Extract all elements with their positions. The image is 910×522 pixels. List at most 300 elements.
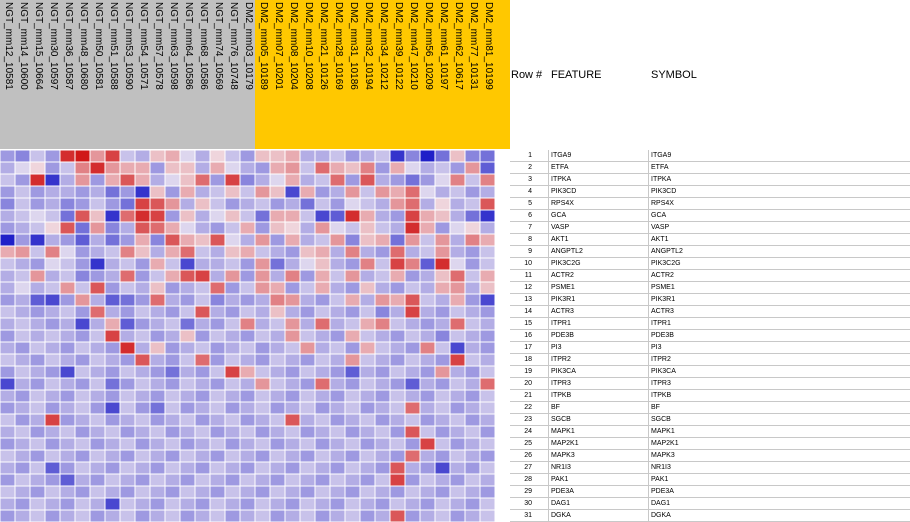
heatmap-cell — [451, 331, 465, 342]
heatmap-cell — [436, 427, 450, 438]
column-label — [226, 2, 241, 147]
heatmap-cell — [481, 487, 495, 498]
heatmap-cell — [121, 283, 135, 294]
heatmap-cell — [286, 427, 300, 438]
heatmap-cell — [481, 295, 495, 306]
feature-cell: PIK3R1 — [551, 296, 576, 303]
row-separator — [510, 185, 910, 186]
heatmap-cell — [436, 283, 450, 294]
heatmap-cell — [376, 295, 390, 306]
heatmap-cell — [301, 211, 315, 222]
heatmap-cell — [391, 427, 405, 438]
heatmap-cell — [121, 187, 135, 198]
heatmap-cell — [226, 367, 240, 378]
heatmap-cell — [151, 259, 165, 270]
heatmap-cell — [106, 271, 120, 282]
heatmap-cell — [256, 235, 270, 246]
heatmap-cell — [121, 151, 135, 162]
heatmap-cell — [46, 391, 60, 402]
column-label-text: NGT_mm76_10748 — [228, 2, 239, 90]
heatmap-cell — [436, 439, 450, 450]
heatmap-cell — [331, 499, 345, 510]
heatmap-cell — [151, 487, 165, 498]
heatmap-cell — [271, 151, 285, 162]
heatmap-cell — [46, 295, 60, 306]
heatmap-cell — [226, 475, 240, 486]
heatmap-cell — [181, 487, 195, 498]
heatmap-cell — [481, 367, 495, 378]
heatmap-cell — [1, 187, 15, 198]
heatmap-cell — [406, 331, 420, 342]
heatmap-cell — [211, 487, 225, 498]
heatmap-cell — [16, 367, 30, 378]
heatmap-cell — [421, 463, 435, 474]
column-label-text: DM2_mm39_10122 — [393, 2, 404, 90]
row-separator — [510, 269, 910, 270]
heatmap-cell — [436, 379, 450, 390]
heatmap-cell — [76, 271, 90, 282]
heatmap-cell — [436, 271, 450, 282]
heatmap-cell — [226, 283, 240, 294]
heatmap-cell — [166, 235, 180, 246]
heatmap-cell — [31, 223, 45, 234]
heatmap-cell — [406, 295, 420, 306]
heatmap-cell — [436, 259, 450, 270]
heatmap-cell — [271, 403, 285, 414]
heatmap-cell — [301, 175, 315, 186]
column-label-text: DM2_mm34_10212 — [378, 2, 389, 90]
heatmap-cell — [241, 211, 255, 222]
column-label — [466, 2, 481, 147]
heatmap-cell — [151, 319, 165, 330]
heatmap-cell — [1, 223, 15, 234]
heatmap-cell — [16, 211, 30, 222]
heatmap-cell — [196, 259, 210, 270]
heatmap-cell — [226, 199, 240, 210]
heatmap-cell — [16, 355, 30, 366]
heatmap-cell — [136, 199, 150, 210]
column-label-text: NGT_mm30_10597 — [48, 2, 59, 90]
heatmap-cell — [286, 175, 300, 186]
heatmap-cell — [16, 439, 30, 450]
heatmap-cell — [346, 391, 360, 402]
heatmap-cell — [436, 415, 450, 426]
heatmap-cell — [346, 235, 360, 246]
heatmap-cell — [31, 199, 45, 210]
row-separator — [510, 305, 910, 306]
heatmap-cell — [166, 355, 180, 366]
heatmap-cell — [346, 511, 360, 522]
feature-cell: GCA — [551, 212, 567, 219]
heatmap-cell — [466, 439, 480, 450]
row-separator — [510, 365, 910, 366]
heatmap-cell — [136, 223, 150, 234]
heatmap-cell — [241, 247, 255, 258]
row-separator — [510, 329, 910, 330]
heatmap-cell — [46, 379, 60, 390]
heatmap-cell — [121, 403, 135, 414]
heatmap-cell — [346, 415, 360, 426]
heatmap-cell — [316, 415, 330, 426]
heatmap-cell — [196, 403, 210, 414]
heatmap-cell — [31, 415, 45, 426]
heatmap-cell — [256, 175, 270, 186]
heatmap-cell — [466, 175, 480, 186]
heatmap-cell — [286, 163, 300, 174]
heatmap-cell — [376, 367, 390, 378]
heatmap-cell — [16, 283, 30, 294]
symbol-cell: ACTR2 — [651, 272, 674, 279]
heatmap-cell — [31, 499, 45, 510]
heatmap-cell — [256, 271, 270, 282]
heatmap-cell — [286, 295, 300, 306]
heatmap-cell — [451, 163, 465, 174]
heatmap-cell — [241, 391, 255, 402]
heatmap-cell — [451, 487, 465, 498]
heatmap-cell — [271, 439, 285, 450]
heatmap-cell — [1, 295, 15, 306]
heatmap-cell — [106, 163, 120, 174]
heatmap-cell — [16, 151, 30, 162]
heatmap-cell — [406, 355, 420, 366]
heatmap-cell — [166, 163, 180, 174]
heatmap-cell — [226, 427, 240, 438]
symbol-cell: PIK3CA — [651, 368, 676, 375]
heatmap-cell — [361, 175, 375, 186]
feature-cell: PAK1 — [551, 476, 569, 483]
heatmap-cell — [106, 223, 120, 234]
heatmap-cell — [256, 283, 270, 294]
heatmap-cell — [391, 451, 405, 462]
feature-cell: ITPKB — [551, 392, 572, 399]
heatmap-cell — [226, 163, 240, 174]
heatmap-cell — [346, 403, 360, 414]
heatmap-cell — [421, 439, 435, 450]
heatmap-cell — [406, 487, 420, 498]
heatmap-cell — [421, 247, 435, 258]
heatmap-cell — [271, 511, 285, 522]
heatmap-cell — [256, 163, 270, 174]
heatmap-cell — [331, 511, 345, 522]
heatmap-cell — [376, 487, 390, 498]
column-label-text: NGT_mm68_10586 — [198, 2, 209, 90]
heatmap-cell — [346, 487, 360, 498]
heatmap-cell — [331, 235, 345, 246]
heatmap-cell — [31, 259, 45, 270]
heatmap-cell — [331, 295, 345, 306]
heatmap-cell — [91, 355, 105, 366]
heatmap-cell — [241, 271, 255, 282]
row-number: 23 — [524, 416, 532, 423]
heatmap-cell — [241, 451, 255, 462]
column-label — [151, 2, 166, 147]
heatmap-cell — [256, 427, 270, 438]
symbol-cell: ITPKB — [651, 392, 672, 399]
heatmap-cell — [196, 367, 210, 378]
heatmap-cell — [151, 403, 165, 414]
heatmap-cell — [346, 259, 360, 270]
heatmap-cell — [91, 211, 105, 222]
heatmap-cell — [451, 223, 465, 234]
heatmap-cell — [106, 331, 120, 342]
heatmap-cell — [271, 187, 285, 198]
heatmap-cell — [121, 175, 135, 186]
heatmap-cell — [256, 187, 270, 198]
heatmap-cell — [91, 367, 105, 378]
heatmap-cell — [286, 247, 300, 258]
row-number: 17 — [524, 344, 532, 351]
column-label — [166, 2, 181, 147]
heatmap-cell — [91, 343, 105, 354]
heatmap-cell — [61, 355, 75, 366]
feature-cell: VASP — [551, 224, 570, 231]
heatmap-cell — [121, 223, 135, 234]
heatmap-cell — [316, 439, 330, 450]
heatmap-cell — [346, 331, 360, 342]
symbol-cell: GCA — [651, 212, 667, 219]
heatmap-cell — [16, 223, 30, 234]
column-label-text: DM2_mm32_10194 — [363, 2, 374, 90]
heatmap-cell — [106, 511, 120, 522]
heatmap-cell — [271, 475, 285, 486]
heatmap-cell — [436, 199, 450, 210]
heatmap-cell — [76, 415, 90, 426]
heatmap-cell — [91, 283, 105, 294]
heatmap-cell — [346, 187, 360, 198]
heatmap-cell — [181, 379, 195, 390]
heatmap-cell — [91, 451, 105, 462]
heatmap-cell — [151, 415, 165, 426]
heatmap-cell — [181, 247, 195, 258]
feature-cell: ITPR1 — [551, 320, 571, 327]
heatmap-cell — [76, 355, 90, 366]
heatmap-cell — [286, 271, 300, 282]
row-separator — [510, 473, 910, 474]
heatmap-cell — [61, 163, 75, 174]
heatmap-cell — [196, 463, 210, 474]
heatmap-cell — [331, 355, 345, 366]
heatmap-cell — [1, 331, 15, 342]
heatmap-cell — [466, 367, 480, 378]
heatmap-cell — [166, 379, 180, 390]
heatmap-cell — [286, 463, 300, 474]
heatmap-cell — [61, 187, 75, 198]
heatmap-cell — [376, 175, 390, 186]
heatmap-cell — [211, 391, 225, 402]
heatmap-cell — [466, 511, 480, 522]
row-separator — [510, 233, 910, 234]
heatmap-cell — [211, 307, 225, 318]
heatmap-cell — [406, 307, 420, 318]
heatmap-cell — [136, 367, 150, 378]
heatmap-cell — [46, 367, 60, 378]
heatmap-cell — [136, 271, 150, 282]
row-separator — [510, 377, 910, 378]
heatmap-cell — [406, 403, 420, 414]
heatmap-cell — [436, 151, 450, 162]
heatmap-cell — [16, 487, 30, 498]
heatmap-cell — [1, 439, 15, 450]
heatmap-cell — [91, 223, 105, 234]
heatmap-cell — [91, 331, 105, 342]
heatmap-cell — [76, 187, 90, 198]
heatmap-cell — [436, 355, 450, 366]
heatmap-cell — [121, 247, 135, 258]
heatmap-cell — [61, 175, 75, 186]
heatmap-cell — [211, 475, 225, 486]
column-label — [436, 2, 451, 147]
feature-cell: ETFA — [551, 164, 569, 171]
heatmap-cell — [376, 355, 390, 366]
heatmap-cell — [361, 163, 375, 174]
symbol-cell: PSME1 — [651, 284, 675, 291]
heatmap-cell — [241, 331, 255, 342]
heatmap-cell — [16, 319, 30, 330]
heatmap-cell — [316, 499, 330, 510]
heatmap-cell — [436, 499, 450, 510]
heatmap-cell — [406, 427, 420, 438]
heatmap-cell — [436, 403, 450, 414]
heatmap-cell — [136, 151, 150, 162]
heatmap-cell — [136, 391, 150, 402]
heatmap-cell — [286, 415, 300, 426]
heatmap-cell — [166, 451, 180, 462]
heatmap-cell — [451, 187, 465, 198]
heatmap-cell — [121, 487, 135, 498]
row-number: 14 — [524, 308, 532, 315]
heatmap-cell — [211, 499, 225, 510]
heatmap-cell — [181, 451, 195, 462]
heatmap-cell — [91, 259, 105, 270]
heatmap-cell — [226, 499, 240, 510]
column-label — [196, 2, 211, 147]
heatmap-cell — [226, 247, 240, 258]
heatmap-cell — [16, 463, 30, 474]
heatmap-cell — [346, 175, 360, 186]
heatmap-cell — [436, 307, 450, 318]
heatmap-cell — [391, 331, 405, 342]
heatmap-cell — [226, 187, 240, 198]
heatmap-cell — [391, 271, 405, 282]
heatmap-cell — [481, 355, 495, 366]
heatmap-cell — [211, 175, 225, 186]
heatmap-cell — [346, 319, 360, 330]
feature-cell: PIK3C2G — [551, 260, 581, 267]
heatmap-cell — [316, 223, 330, 234]
heatmap-cell — [421, 307, 435, 318]
heatmap-cell — [31, 247, 45, 258]
heatmap-cell — [331, 379, 345, 390]
column-divider — [648, 150, 649, 522]
heatmap-cell — [331, 451, 345, 462]
heatmap-cell — [31, 187, 45, 198]
heatmap-cell — [361, 307, 375, 318]
heatmap-cell — [301, 199, 315, 210]
heatmap-cell — [46, 271, 60, 282]
heatmap-cell — [376, 475, 390, 486]
column-label-text: NGT_mm63_10598 — [168, 2, 179, 90]
heatmap-cell — [136, 163, 150, 174]
heatmap-cell — [421, 331, 435, 342]
heatmap-cell — [436, 343, 450, 354]
heatmap-cell — [151, 331, 165, 342]
heatmap-cell — [106, 175, 120, 186]
feature-cell: ITGA9 — [551, 152, 572, 159]
heatmap-cell — [361, 487, 375, 498]
heatmap-cell — [316, 463, 330, 474]
row-separator — [510, 461, 910, 462]
heatmap-cell — [466, 379, 480, 390]
heatmap-cell — [91, 487, 105, 498]
heatmap-cell — [151, 379, 165, 390]
heatmap-cell — [211, 463, 225, 474]
heatmap-cell — [256, 211, 270, 222]
heatmap-cell — [91, 163, 105, 174]
heatmap-cell — [256, 463, 270, 474]
heatmap-cell — [91, 319, 105, 330]
heatmap-cell — [91, 379, 105, 390]
heatmap-cell — [181, 403, 195, 414]
heatmap-cell — [166, 319, 180, 330]
heatmap-cell — [136, 175, 150, 186]
heatmap-cell — [346, 295, 360, 306]
row-number: 25 — [524, 440, 532, 447]
row-number: 22 — [524, 404, 532, 411]
heatmap-cell — [226, 211, 240, 222]
heatmap-cell — [286, 259, 300, 270]
heatmap-cell — [166, 271, 180, 282]
column-label-text: DM2_mm77_10131 — [468, 2, 479, 90]
heatmap-cell — [286, 451, 300, 462]
heatmap-cell — [361, 331, 375, 342]
heatmap-cell — [466, 403, 480, 414]
heatmap-cell — [346, 199, 360, 210]
heatmap-cell — [421, 403, 435, 414]
heatmap-cell — [106, 499, 120, 510]
heatmap-cell — [481, 403, 495, 414]
heatmap-cell — [1, 511, 15, 522]
heatmap-cell — [226, 307, 240, 318]
heatmap-cell — [31, 175, 45, 186]
heatmap-cell — [466, 199, 480, 210]
heatmap-cell — [136, 187, 150, 198]
heatmap-cell — [241, 151, 255, 162]
column-label — [106, 2, 121, 147]
heatmap-cell — [466, 307, 480, 318]
heatmap-cell — [481, 451, 495, 462]
row-number: 19 — [524, 368, 532, 375]
heatmap-cell — [46, 283, 60, 294]
heatmap-cell — [211, 211, 225, 222]
heatmap-cell — [106, 295, 120, 306]
heatmap-cell — [166, 367, 180, 378]
heatmap-cell — [286, 319, 300, 330]
heatmap-cell — [196, 211, 210, 222]
heatmap-cell — [361, 403, 375, 414]
heatmap-cell — [16, 175, 30, 186]
heatmap-cell — [211, 415, 225, 426]
column-label-text: DM2_mm08_10204 — [288, 2, 299, 90]
heatmap-cell — [391, 487, 405, 498]
row-number: 29 — [524, 488, 532, 495]
heatmap-cell — [166, 439, 180, 450]
heatmap-cell — [316, 451, 330, 462]
heatmap-cell — [181, 463, 195, 474]
heatmap-cell — [46, 199, 60, 210]
heatmap-cell — [331, 199, 345, 210]
heatmap-cell — [31, 331, 45, 342]
heatmap-cell — [286, 391, 300, 402]
